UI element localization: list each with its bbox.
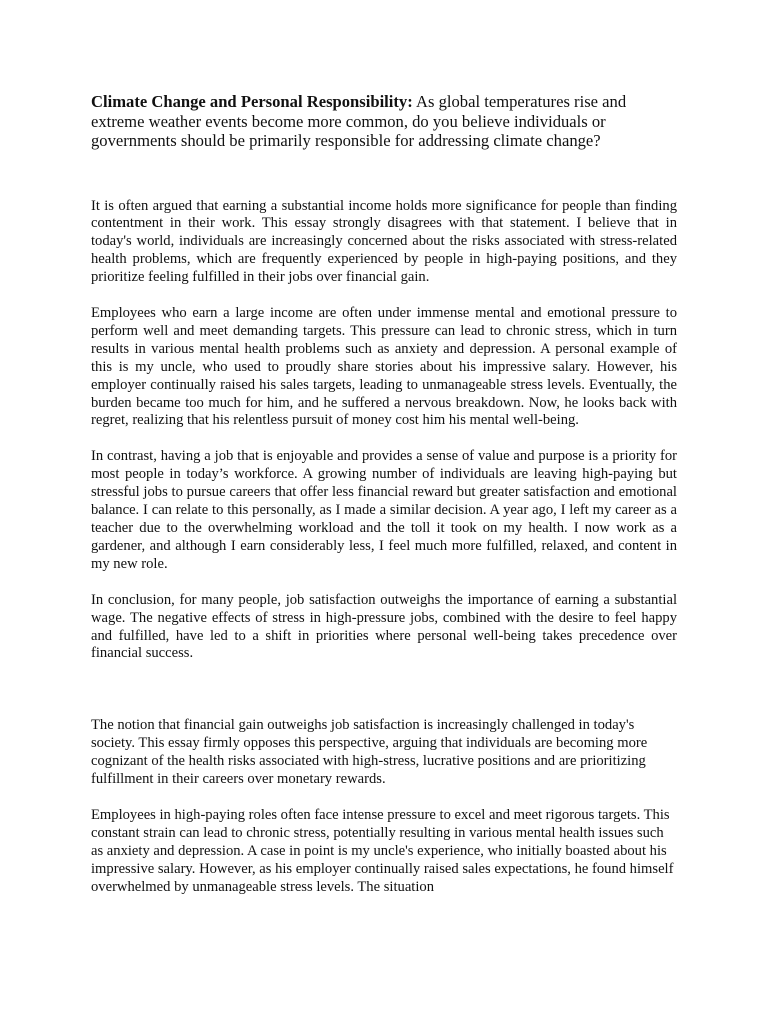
essay-2-paragraph-2: Employees in high-paying roles often face intense pressure to excel and meet rigorous targets. This constant strain can lead to chronic stress, potentially resulting in various mental health issues such as anxiety and depression. A case in point is my uncle's experience, who initially boasted about his impressive salary. However, as his employer continually raised sales expectations, he found himself overwhelmed by unmanageable stress levels. The situation (91, 806, 674, 895)
prompt-question: As global temperatures rise and extreme weather events become more common, do you believe individuals or governments should be primarily responsible for addressing climate change? (91, 92, 627, 150)
essay-1-paragraph-4: In conclusion, for many people, job satisfaction outweighs the importance of earning a substantial wage. The negative effects of stress in high-pressure jobs, combined with the desire to feel happy and fulfilled, have led to a shift in priorities where personal well-being takes precedence over financial success. (91, 591, 677, 662)
essay-1-paragraph-3: In contrast, having a job that is enjoyable and provides a sense of value and purpose is a priority for most people in today’s workforce. A growing number of individuals are leaving high-paying but stressful jobs to pursue careers that offer less financial reward but greater satisfaction and emotional balance. I can relate to this personally, as I made a similar decision. A year ago, I left my career as a teacher due to the overwhelming workload and the toll it took on my health. I now work as a gardener, and although I earn considerably less, I feel much more fulfilled, relaxed, and content in my new role. (91, 448, 677, 572)
essay-2-paragraph-1: The notion that financial gain outweighs job satisfaction is increasingly challenged in today's society. This essay firmly opposes this perspective, arguing that individuals are becoming more cognizant of the health risks associated with high-stress, lucrative positions and are prioritizing fulfillment in their careers over monetary rewards. (91, 717, 648, 788)
document-page (91, 92, 677, 897)
essay-prompt (91, 92, 677, 151)
essay-1-paragraph-1: It is often argued that earning a substantial income holds more significance for people than finding contentment in their work. This essay strongly disagrees with that statement. I believe that in today's world, individuals are increasingly concerned about the risks associated with stress-related health problems, which are frequently experienced by people in high-paying positions, and they prioritize feeling fulfilled in their jobs over financial gain. (91, 197, 677, 286)
essay-1-paragraph-2: Employees who earn a large income are often under immense mental and emotional pressure to perform well and meet demanding targets. This pressure can lead to chronic stress, which in turn results in various mental health problems such as anxiety and depression. A personal example of this is my uncle, who used to proudly share stories about his impressive salary. However, his employer continually raised his sales targets, leading to unmanageable stress levels. Eventually, the burden became too much for him, and he suffered a nervous breakdown. Now, he looks back with regret, realizing that his relentless pursuit of money cost him his mental well-being. (91, 305, 677, 429)
prompt-title: Climate Change and Personal Responsibility: (91, 92, 413, 111)
